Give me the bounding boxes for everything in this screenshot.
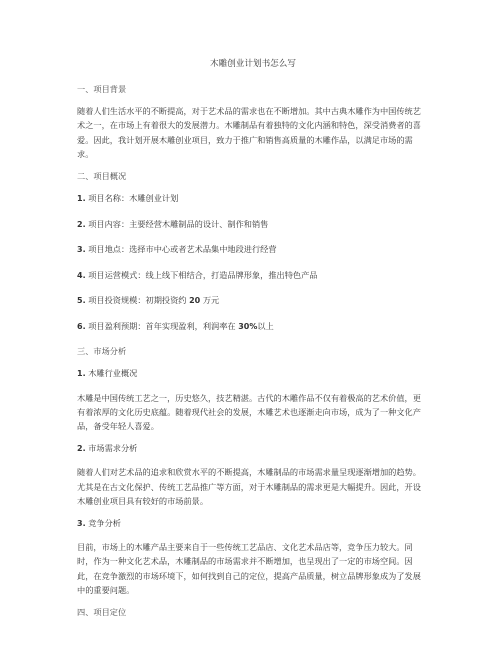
sub-label: 竞争分析 [88,518,121,529]
market-sub-heading-industry [77,366,429,381]
sub-number: 3. [77,519,86,529]
sub-number: 1. [77,369,86,379]
market-competition-paragraph: 目前，市场上的木雕产品主要来自于一些传统工艺品店、文化艺术品店等，竞争压力较大。同时，作为一种文化艺术品，木雕制品的市场需求并不断增加，也呈现出了一定的市场空间。因此，在竞争激烈的市场环境下，如何找到自己的定位，提高产品质量，树立品牌形象成为了发展中的重要问题。 [77,542,421,595]
item-number: 5. [77,296,86,306]
overview-item-profit [77,319,429,334]
overview-item-investment [77,293,429,308]
item-tail: 以上 [257,320,274,331]
sub-label: 木雕行业概况 [88,368,138,379]
item-number: 1. [77,194,86,204]
item-text: 项目运营模式：线上线下相结合，打造品牌形象，推出特色产品 [88,269,318,280]
item-number: 3. [77,245,86,255]
item-number: 2. [77,219,86,229]
overview-item-content [77,217,429,232]
item-emphasis: 30% [238,321,258,331]
market-sub-heading-demand [77,441,429,456]
section-heading-market: 三、市场分析 [77,346,127,357]
item-text: 项目投资规模：初期投资约 [88,295,187,306]
overview-item-location [77,242,429,257]
document-page [77,57,429,627]
background-paragraph: 随着人们生活水平的不断提高，对于艺术品的需求也在不断增加。其中古典木雕作为中国传统艺术之一，在市场上有着很大的发展潜力。木雕制品有着独特的文化内涵和特色，深受消费者的喜爱。因此，我计划开展木雕创业项目，致力于推广和销售高质量的木雕作品，以满足市场的需求。 [77,106,421,159]
section-heading-positioning: 四、项目定位 [77,607,127,618]
section-heading-overview: 二、项目概况 [77,171,127,182]
section-heading-background: 一、项目背景 [77,84,127,94]
item-number: 6. [77,321,86,331]
sub-label: 市场需求分析 [88,443,138,454]
item-text: 项目盈利预期：首年实现盈利，利润率在 [88,320,236,331]
sub-number: 2. [77,444,86,454]
overview-item-name [77,191,429,206]
market-demand-paragraph: 随着人们对艺术品的追求和欣赏水平的不断提高，木雕制品的市场需求量呈现逐渐增加的趋势。尤其是在古文化保护、传统工艺品推广等方面，对于木雕制品的需求更是大幅提升。因此，开设木雕创业项目具有较好的市场前景。 [77,467,421,506]
item-text: 项目名称：木雕创业计划 [88,193,179,204]
market-sub-heading-competition [77,516,429,531]
item-number: 4. [77,270,86,280]
market-industry-paragraph: 木雕是中国传统工艺之一，历史悠久，技艺精湛。古代的木雕作品不仅有着极高的艺术价值，更有着浓厚的文化历史底蕴。随着现代社会的发展，木雕艺术也逐渐走向市场，成为了一种文化产品，备受年轻人喜爱。 [77,392,421,432]
overview-item-operation [77,268,429,283]
item-text: 项目内容：主要经营木雕制品的设计、制作和销售 [88,218,269,229]
item-text: 项目地点：选择市中心或者艺术品集中地段进行经营 [88,244,277,255]
document-title: 木雕创业计划书怎么写 [210,59,296,69]
item-tail: 万元 [200,295,220,306]
item-emphasis: 20 [189,296,201,306]
